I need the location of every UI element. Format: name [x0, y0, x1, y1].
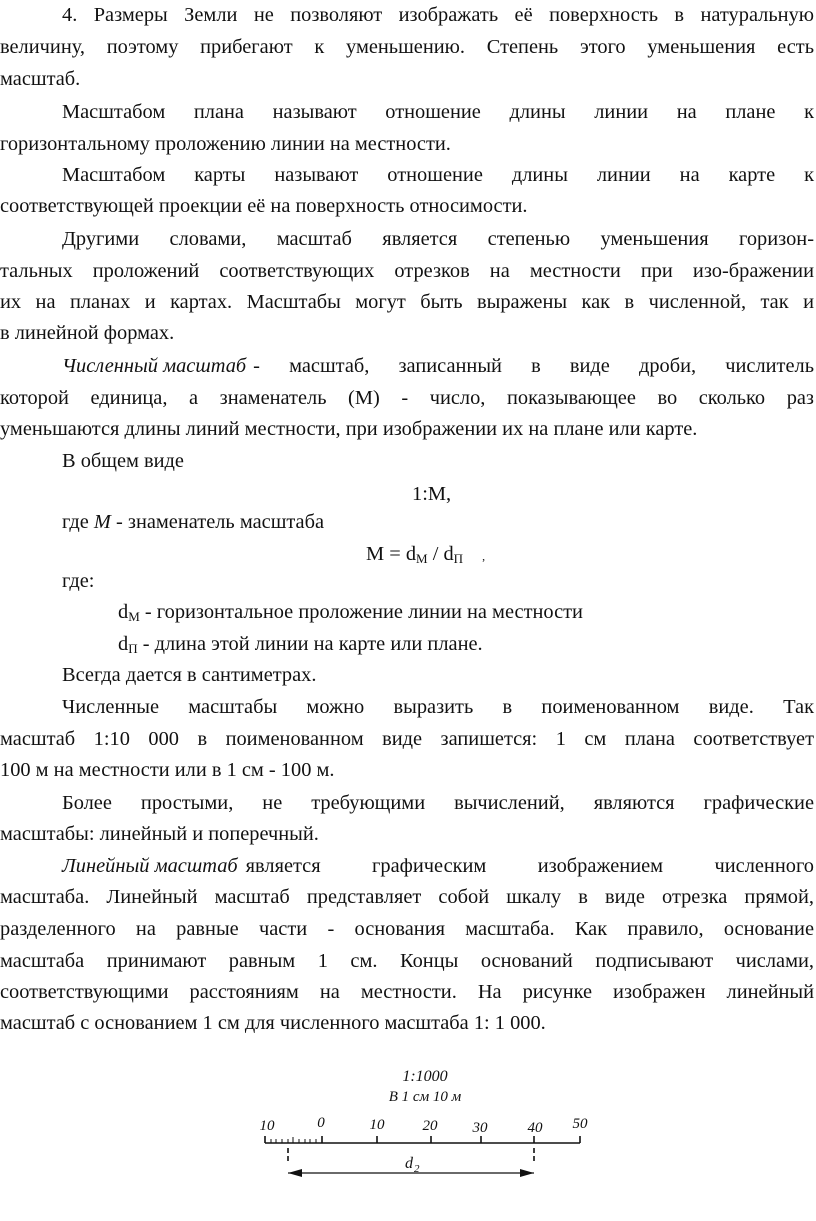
text-line: в линейной формах. — [0, 322, 175, 344]
tick-label: 10 — [259, 1118, 275, 1134]
text-line: масштаб с основанием 1 см для численного масштаба 1: 1 000. — [0, 1012, 546, 1034]
formula-part: / d — [427, 543, 454, 565]
tick-label: 30 — [472, 1120, 488, 1136]
text-line: Масштабом карты называют отношение длины линии на карте к — [62, 164, 814, 186]
text-line: Численные масштабы можно выразить в поименованном виде. Так — [62, 696, 814, 718]
text-line: масштаба. Линейный масштаб представляет собой шкалу в виде отрезка прямой, — [0, 886, 814, 908]
text-line: 100 м на местности или в 1 см - 100 м. — [0, 759, 335, 781]
tick-label: 10 — [369, 1117, 385, 1133]
text-line — [62, 507, 324, 537]
formula-part: М = d — [366, 543, 417, 565]
formula-ratio: 1:М, — [412, 483, 452, 505]
figure-scale-label: 1:1000 — [402, 1068, 448, 1085]
text-line: величину, поэтому прибегают к уменьшению. Степень этого уменьшения есть — [0, 36, 814, 58]
text-line: их на планах и картах. Масштабы могут быть выражены как в численной, так и — [0, 291, 814, 313]
var-d: d — [118, 633, 129, 655]
var-m: М — [93, 511, 111, 533]
text-line: масштаб 1:10 000 в поименованном виде запишется: 1 см плана соответствует — [0, 728, 814, 750]
text-line: горизонтальному проложению линии на местности. — [0, 133, 451, 155]
text-line: соответствующей проекции её на поверхность относимости. — [0, 195, 528, 217]
text-line: Масштабом плана называют отношение длины линии на плане к — [62, 101, 814, 123]
text-line: Другими словами, масштаб является степенью уменьшения горизон- — [62, 228, 814, 250]
text-line — [62, 851, 814, 881]
definition-dp — [118, 629, 483, 664]
text-line: масштабы: линейный и поперечный. — [0, 823, 319, 845]
text-fragment: - знаменатель масштаба — [116, 511, 325, 533]
definition-dm — [118, 597, 583, 632]
linear-scale-figure — [250, 1060, 610, 1220]
dim-arrow-right — [520, 1169, 534, 1177]
var-d: d — [118, 601, 129, 623]
figure-scale-note: В 1 см 10 м — [388, 1089, 462, 1105]
formula-sub: П — [453, 551, 464, 566]
text-fragment: является графическим изображением численного — [245, 855, 814, 877]
text-fragment: - длина этой линии на карте или плане. — [142, 633, 483, 655]
text-line: где: — [62, 570, 95, 592]
tick-label: 20 — [422, 1118, 438, 1134]
text-line: которой единица, а знаменатель (М) - число, показывающее во сколько раз — [0, 387, 814, 409]
text-line: масштаба принимают равным 1 см. Концы оснований подписывают числами, — [0, 950, 814, 972]
text-line: тальных проложений соответствующих отрезков на местности при изо-бражении — [0, 260, 814, 282]
text-line: соответствующими расстояниям на местности. На рисунке изображен линейный — [0, 981, 814, 1003]
text-fragment: - масштаб, записанный в виде дроби, числитель — [253, 355, 814, 377]
formula-sub: М — [416, 551, 428, 566]
formula-comma: , — [482, 549, 486, 563]
text-line: Более простыми, не требующими вычислений, являются графические — [62, 792, 814, 814]
text-line — [62, 351, 814, 381]
text-line: разделенного на равные части - основания масштаба. Как правило, основание — [0, 918, 814, 940]
term-linear-scale: Линейный масштаб — [62, 855, 238, 877]
dim-arrow-left — [288, 1169, 302, 1177]
text-line: Всегда дается в сантиметрах. — [62, 664, 317, 686]
var-sub: П — [128, 641, 138, 656]
tick-label: 40 — [527, 1120, 543, 1136]
formula-m — [366, 539, 485, 574]
dim-label: d — [405, 1155, 413, 1172]
term-numeric-scale: Численный масштаб — [62, 355, 247, 377]
text-fragment: где — [62, 511, 89, 533]
subdivision-ticks — [271, 1137, 316, 1143]
text-line: уменьшаются длины линий местности, при изображении их на плане или карте. — [0, 418, 698, 440]
dim-sub: 2 — [414, 1163, 420, 1175]
text-line: В общем виде — [62, 450, 184, 472]
tick-label: 0 — [317, 1115, 325, 1131]
text-line: 4. Размеры Земли не позволяют изображать её поверхность в натуральную — [62, 4, 814, 26]
var-sub: М — [128, 609, 140, 624]
tick-label: 50 — [572, 1116, 588, 1132]
text-fragment: - горизонтальное проложение линии на местности — [144, 601, 583, 623]
text-line: масштаб. — [0, 68, 81, 90]
